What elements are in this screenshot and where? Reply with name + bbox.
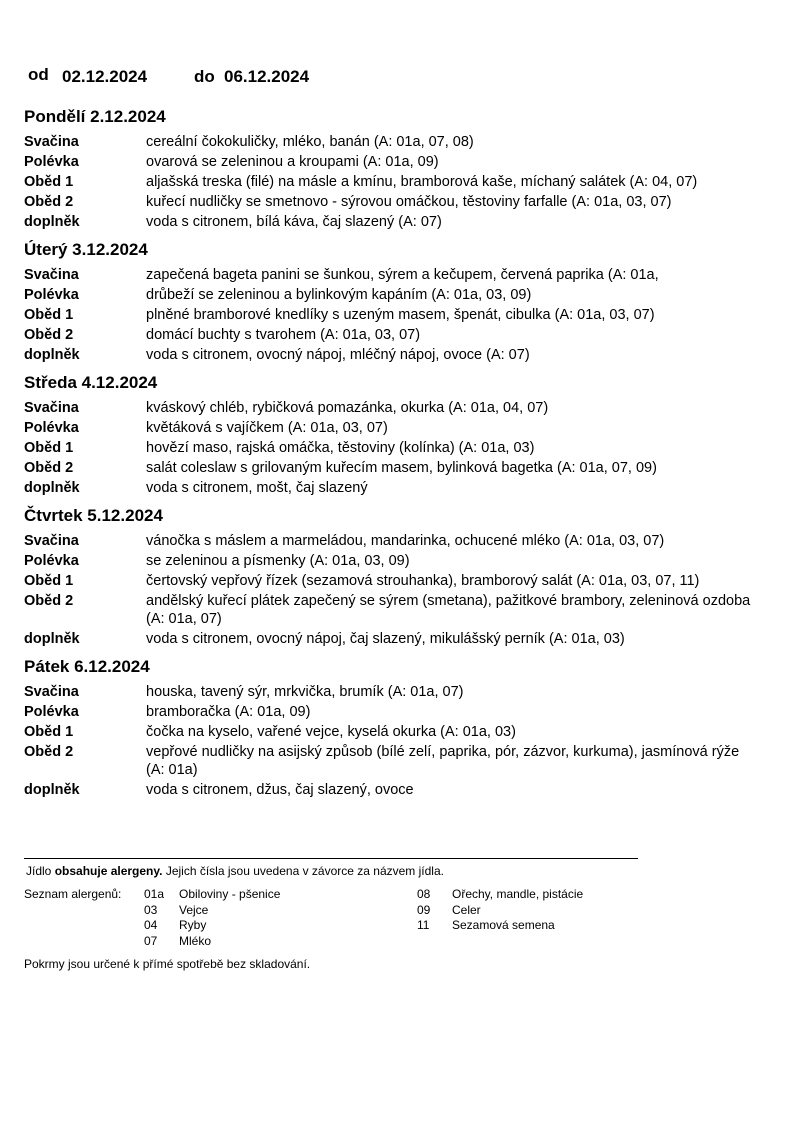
allergen-item bbox=[144, 887, 280, 903]
meal-list bbox=[24, 683, 784, 799]
meal-label: doplněk bbox=[24, 214, 80, 230]
meal-label: Svačina bbox=[24, 533, 79, 549]
meal-row bbox=[24, 743, 784, 779]
meal-row bbox=[24, 213, 784, 231]
day-section bbox=[24, 655, 784, 799]
meal-row bbox=[24, 399, 784, 417]
allergen-item bbox=[417, 903, 583, 919]
meal-description: andělský kuřecí plátek zapečený se sýrem (smetana), pažitkové brambory, zeleninová ozdoba (A: 01a, 07) bbox=[146, 593, 751, 627]
allergen-item bbox=[144, 918, 280, 934]
meal-row bbox=[24, 326, 784, 344]
day-title: Středa 4.12.2024 bbox=[24, 373, 158, 392]
day-section bbox=[24, 105, 784, 231]
meal-label: Oběd 2 bbox=[24, 327, 74, 343]
meal-label: Polévka bbox=[24, 420, 79, 436]
meal-description: ovarová se zeleninou a kroupami (A: 01a, 09) bbox=[146, 154, 439, 170]
allergen-item bbox=[417, 918, 583, 934]
allergen-name: Sezamová semena bbox=[452, 918, 555, 932]
day-section bbox=[24, 238, 784, 364]
allergen-name: Obiloviny - pšenice bbox=[179, 887, 281, 901]
allergen-note-prefix: Jídlo bbox=[26, 864, 55, 878]
meal-row bbox=[24, 683, 784, 701]
meal-label: doplněk bbox=[24, 782, 80, 798]
meal-description: se zeleninou a písmenky (A: 01a, 03, 09) bbox=[146, 553, 410, 569]
allergen-name: Ořechy, mandle, pistácie bbox=[452, 887, 584, 901]
meal-label: Oběd 2 bbox=[24, 593, 74, 609]
meal-row bbox=[24, 479, 784, 497]
meal-description: voda s citronem, ovocný nápoj, čaj slazený, mikulášský perník (A: 01a, 03) bbox=[146, 631, 625, 647]
meal-description: plněné bramborové knedlíky s uzeným masem, špenát, cibulka (A: 01a, 03, 07) bbox=[146, 307, 655, 323]
allergen-code: 07 bbox=[144, 933, 158, 948]
meal-description: aljašská treska (filé) na másle a kmínu, bramborová kaše, míchaný salátek (A: 04, 07) bbox=[146, 174, 698, 190]
meal-description: hovězí maso, rajská omáčka, těstoviny (kolínka) (A: 01a, 03) bbox=[146, 440, 535, 456]
meal-label: Oběd 2 bbox=[24, 460, 74, 476]
allergen-list-title: Seznam alergenů: bbox=[24, 887, 122, 901]
allergen-name: Celer bbox=[452, 902, 481, 917]
meal-label: Polévka bbox=[24, 553, 79, 569]
meal-description: houska, tavený sýr, mrkvička, brumík (A: 01a, 07) bbox=[146, 684, 464, 700]
meal-row bbox=[24, 173, 784, 191]
meal-list bbox=[24, 532, 784, 648]
meal-row bbox=[24, 592, 784, 628]
meal-row bbox=[24, 306, 784, 324]
meal-description: salát coleslaw s grilovaným kuřecím masem, bylinková bagetka (A: 01a, 07, 09) bbox=[146, 460, 657, 476]
meal-label: Svačina bbox=[24, 267, 79, 283]
meal-label: Polévka bbox=[24, 287, 79, 303]
meal-label: Oběd 1 bbox=[24, 440, 74, 456]
meal-label: Oběd 1 bbox=[24, 174, 74, 190]
allergen-list-left bbox=[144, 887, 280, 949]
allergen-list-right bbox=[417, 887, 583, 934]
day-list bbox=[24, 105, 784, 806]
meal-description: voda s citronem, mošt, čaj slazený bbox=[146, 480, 368, 496]
allergen-code: 04 bbox=[144, 918, 158, 932]
meal-row bbox=[24, 703, 784, 721]
meal-description: čočka na kyselo, vařené vejce, kyselá okurka (A: 01a, 03) bbox=[146, 724, 516, 740]
meal-label: Svačina bbox=[24, 134, 79, 150]
meal-description: voda s citronem, džus, čaj slazený, ovoce bbox=[146, 782, 414, 798]
allergen-note-suffix: Jejich čísla jsou uvedena v závorce za názvem jídla. bbox=[162, 864, 444, 878]
meal-description: vepřové nudličky na asijský způsob (bílé zelí, paprika, pór, zázvor, kurkuma), jasmínová rýže (A: 01a) bbox=[146, 744, 740, 778]
allergen-name: Mléko bbox=[179, 933, 212, 948]
allergen-note-bold: obsahuje alergeny. bbox=[54, 864, 163, 878]
allergen-code: 09 bbox=[417, 902, 431, 917]
allergen-code: 08 bbox=[417, 887, 431, 901]
day-title: Úterý 3.12.2024 bbox=[24, 240, 148, 259]
meal-label: Polévka bbox=[24, 154, 79, 170]
allergen-code: 03 bbox=[144, 902, 158, 917]
meal-label: Polévka bbox=[24, 704, 79, 720]
meal-row bbox=[24, 266, 784, 284]
allergen-name: Vejce bbox=[179, 902, 209, 917]
meal-label: Svačina bbox=[24, 400, 79, 416]
meal-row bbox=[24, 723, 784, 741]
allergen-item bbox=[144, 903, 280, 919]
allergen-name: Ryby bbox=[179, 918, 207, 932]
meal-list bbox=[24, 133, 784, 231]
meal-row bbox=[24, 781, 784, 799]
meal-label: doplněk bbox=[24, 480, 80, 496]
meal-description: kuřecí nudličky se smetnovo - sýrovou omáčkou, těstoviny farfalle (A: 01a, 03, 07) bbox=[146, 194, 672, 210]
meal-row bbox=[24, 630, 784, 648]
day-title: Čtvrtek 5.12.2024 bbox=[24, 506, 163, 525]
divider bbox=[24, 858, 638, 859]
meal-label: Oběd 1 bbox=[24, 307, 74, 323]
allergen-note bbox=[26, 864, 444, 878]
allergen-code: 01a bbox=[144, 887, 165, 901]
meal-description: bramboračka (A: 01a, 09) bbox=[146, 704, 311, 720]
day-title: Pondělí 2.12.2024 bbox=[24, 107, 166, 126]
allergen-item bbox=[144, 934, 280, 950]
day-title: Pátek 6.12.2024 bbox=[24, 657, 150, 676]
meal-description: čertovský vepřový řízek (sezamová strouhanka), bramborový salát (A: 01a, 03, 07, 11) bbox=[146, 573, 700, 589]
footer-note: Pokrmy jsou určené k přímé spotřebě bez skladování. bbox=[24, 957, 311, 971]
meal-description: cereální čokokuličky, mléko, banán (A: 01a, 07, 08) bbox=[146, 134, 474, 150]
allergen-code: 11 bbox=[417, 918, 430, 932]
meal-list bbox=[24, 266, 784, 364]
meal-description: voda s citronem, ovocný nápoj, mléčný nápoj, ovoce (A: 07) bbox=[146, 347, 530, 363]
meal-row bbox=[24, 153, 784, 171]
meal-description: zapečená bageta panini se šunkou, sýrem a kečupem, červená paprika (A: 01a, bbox=[146, 267, 659, 283]
meal-list bbox=[24, 399, 784, 497]
meal-row bbox=[24, 133, 784, 151]
allergen-item bbox=[417, 887, 583, 903]
meal-label: doplněk bbox=[24, 631, 80, 647]
meal-description: vánočka s máslem a marmeládou, mandarinka, ochucené mléko (A: 01a, 03, 07) bbox=[146, 533, 665, 549]
meal-row bbox=[24, 286, 784, 304]
meal-row bbox=[24, 572, 784, 590]
day-section bbox=[24, 504, 784, 648]
meal-label: Oběd 2 bbox=[24, 194, 74, 210]
meal-row bbox=[24, 552, 784, 570]
meal-label: doplněk bbox=[24, 347, 80, 363]
meal-description: kváskový chléb, rybičková pomazánka, okurka (A: 01a, 04, 07) bbox=[146, 400, 549, 416]
meal-description: drůbeží se zeleninou a bylinkovým kapáním (A: 01a, 03, 09) bbox=[146, 287, 532, 303]
meal-description: voda s citronem, bílá káva, čaj slazený (A: 07) bbox=[146, 214, 442, 230]
meal-label: Oběd 1 bbox=[24, 573, 74, 589]
meal-row bbox=[24, 439, 784, 457]
date-range-from: 02.12.2024 bbox=[62, 67, 148, 86]
meal-label: Oběd 2 bbox=[24, 744, 74, 760]
meal-label: Svačina bbox=[24, 684, 79, 700]
meal-row bbox=[24, 459, 784, 477]
date-range-to-label: do bbox=[194, 67, 215, 86]
meal-description: květáková s vajíčkem (A: 01a, 03, 07) bbox=[146, 420, 388, 436]
meal-description: domácí buchty s tvarohem (A: 01a, 03, 07) bbox=[146, 327, 421, 343]
meal-row bbox=[24, 346, 784, 364]
date-range-from-label: od bbox=[28, 65, 49, 84]
meal-row bbox=[24, 419, 784, 437]
meal-row bbox=[24, 193, 784, 211]
day-section bbox=[24, 371, 784, 497]
meal-label: Oběd 1 bbox=[24, 724, 74, 740]
meal-row bbox=[24, 532, 784, 550]
date-range-to: 06.12.2024 bbox=[224, 67, 310, 86]
